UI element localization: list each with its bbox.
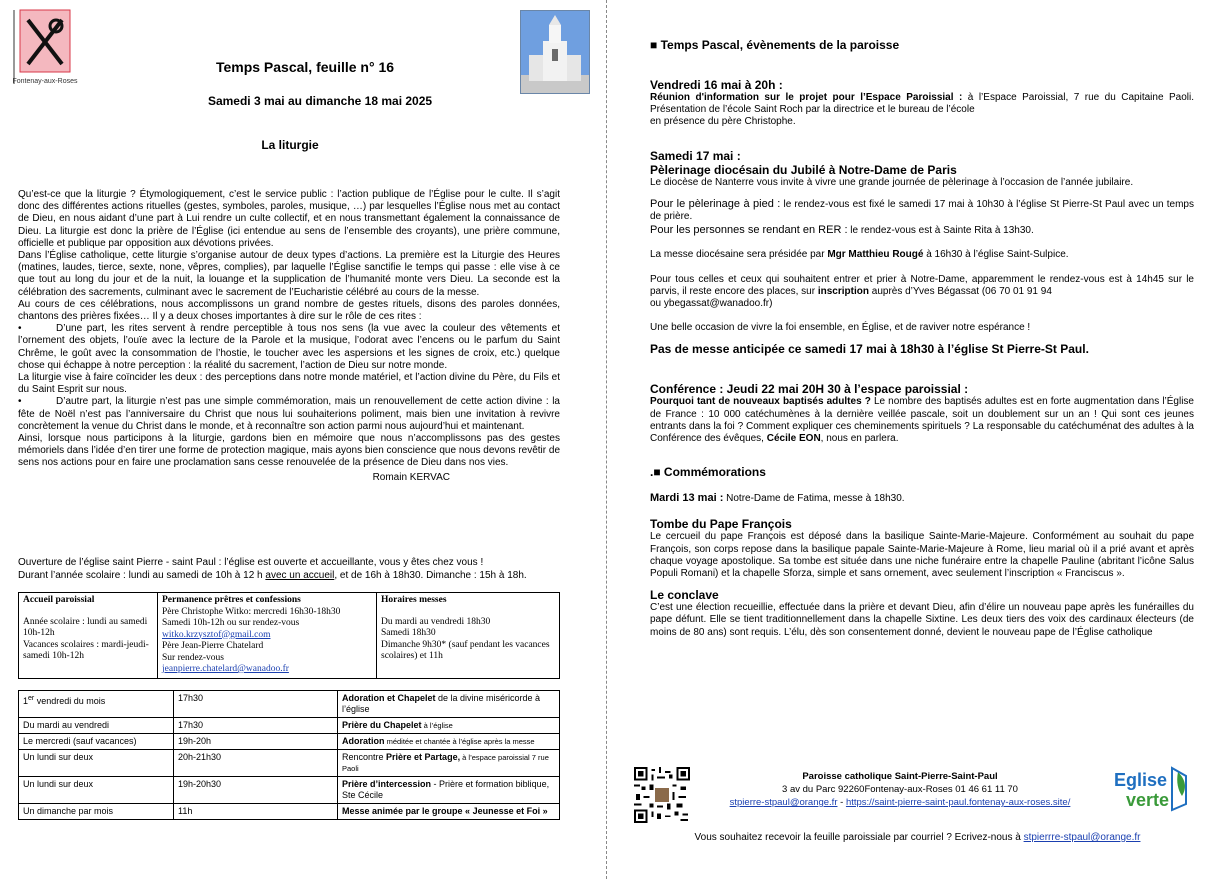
church-photo-icon <box>520 10 590 94</box>
conclave-title: Le conclave <box>650 588 719 603</box>
schedule-when: Un lundi sur deux <box>19 750 174 777</box>
table-row <box>19 804 560 820</box>
accueil-cell <box>19 593 158 679</box>
newsletter-title: Temps Pascal, feuille n° 16 <box>215 59 395 75</box>
liturgie-paragraph: Dans l’Église catholique, cette liturgie s’organise autour de deux types d’actions. La première est la Liturgie des Heures (matines, laudes, tierce, sexte, none, vêpres, complies), par laquelle l’Église sanctifie le temps qui passe : elle vise à ce que tout au long du jour et de la nuit, la louange et la supplication de l’humanité monte vers Dieu. La seconde est la célébration des sacrements, culminant avec le sacrement de l’Eucharistie célébré au cours de la messe. <box>18 250 560 298</box>
column-divider <box>606 0 607 879</box>
article-author: Romain KERVAC <box>372 471 450 483</box>
eglise-logo-word: Eglise <box>1114 770 1168 790</box>
table-row <box>19 777 560 804</box>
opening-accueil: avec un accueil <box>265 569 335 581</box>
permanence-cell: Permanence prêtres et confessions Père Christophe Witko: mercredi 16h30-18h30 Samedi 10h-12h ou sur rendez-vous witko.krzysztof@gmail.com Père Jean-Pierre Chatelard Sur rendez-vous jeanpierre.chatelard@wanadoo.fr <box>158 593 377 679</box>
schedule-when: Un dimanche par mois <box>19 804 174 820</box>
info-table <box>18 592 560 679</box>
table-row <box>19 718 560 734</box>
liturgie-bullet <box>18 323 560 372</box>
schedule-time: 19h-20h <box>174 734 338 750</box>
event-text: Une belle occasion de vivre la foi ensemble, en Église, et de raviver notre espérance ! <box>650 322 1031 334</box>
conclave-text: C’est une élection recueillie, effectuée dans la prière et devant Dieu, afin d’élire un nouveau pape après les funérailles du pape défunt. Elle se tient traditionnellement dans la chapelle Sixtine. Les deux tiers des voix des cardinaux électeurs (de moins de 80 ans) sont requis. L’élu, dès son consentement donné, devient le nouveau pape de l’Église catholique <box>650 602 1194 638</box>
conference-text: Pourquoi tant de nouveaux baptisés adultes ? Le nombre des baptisés adultes est en forte augmentation dans l’Église de France : 10 000 catéchumènes à la dernière veillée pascale, soit un doublement sur un an ! Qui sont ces jeunes entrants dans la foi ? Comment expliquer ces cheminements spirituels ? La responsable du catéchuménat des adultes à la Conférence des évêques, Cécile EON, nous en parlera. <box>650 396 1194 445</box>
schedule-when: Un lundi sur deux <box>19 777 174 804</box>
table-row <box>19 734 560 750</box>
section-title-liturgie: La liturgie <box>261 138 319 152</box>
schedule-what: Prière d’intercession - Prière et formation biblique, Ste Cécile <box>338 777 560 804</box>
liturgie-paragraph: La liturgie vise à faire coïncider les deux : des perceptions dans notre monde matériel, et l’action divine du Père, du Fils et du Saint Esprit sur nous. <box>18 372 560 396</box>
horaires-cell: Horaires messes Du mardi au vendredi 18h30 Samedi 18h30 Dimanche 9h30* (sauf pendant les vacances scolaires) et 11h <box>377 593 560 679</box>
schedule-when: Le mercredi (sauf vacances) <box>19 734 174 750</box>
event-text: Le diocèse de Nanterre vous invite à vivre une grande journée de pèlerinage à l’occasion de l’année jubilaire. <box>650 176 1134 188</box>
horaires-title: Horaires messes <box>381 595 447 605</box>
schedule-what: Adoration et Chapelet de la divine miséricorde à l’église <box>338 691 560 718</box>
event-date: Samedi 17 mai : <box>650 148 741 163</box>
subscribe-email-link[interactable]: stpierrre-stpaul@orange.fr <box>1023 832 1141 843</box>
schedule-what: Adoration méditée et chantée à l’église après la messe <box>338 734 560 750</box>
event-text: Réunion d'information sur le projet pour l’Espace Paroissial : à l’Espace Paroissial, 7 rue du Capitaine Paoli. Présentation de l’école Saint Roch par la directrice et le bureau de l’école <box>650 92 1194 116</box>
bullet-symbol: • <box>18 396 22 408</box>
section-title-commemorations: .■ Commémorations <box>650 465 766 480</box>
event-text: en présence du père Christophe. <box>650 116 796 128</box>
commemoration-line: Mardi 13 mai : Notre-Dame de Fatima, messe à 18h30. <box>650 492 905 505</box>
email-link-witko[interactable]: witko.krzysztof@gmail.com <box>162 629 271 640</box>
parish-logo-icon <box>6 6 78 86</box>
footer <box>630 766 1205 876</box>
eglise-verte-logo-icon <box>1112 766 1192 812</box>
event-text: Pour le pèlerinage à pied : le rendez-vous est fixé le samedi 17 mai à 10h30 à l’église St Pierre-St Paul avec un temps de prière. <box>650 197 1194 223</box>
table-row <box>19 691 560 718</box>
bullet-text: D’autre part, la liturgie n’est pas une simple commémoration, mais un renouvellement de cette action divine : la fête de Noël n’est pas l’anniversaire du Christ que nous lui souhaiterions poliment, mais bien une invitation à revivre concrètement la venue du Christ dans le monde, et à reconnaître son action parmi nous aujourd’hui et maintenant. <box>18 396 560 432</box>
schedule-time: 19h-20h30 <box>174 777 338 804</box>
schedule-what: Rencontre Prière et Partage, à l’espace paroissial 7 rue Paoli <box>338 750 560 777</box>
event-text: La messe diocésaine sera présidée par Mgr Matthieu Rougé à 16h30 à l’église Saint-Sulpice. <box>650 249 1069 261</box>
schedule-when: Du mardi au vendredi <box>19 718 174 734</box>
parish-contact: Paroisse catholique Saint-Pierre-Saint-Paul 3 av du Parc 92260Fontenay-aux-Roses 01 46 61 11 70 stpierre-stpaul@orange.fr - https://saint-pierre-saint-paul.fontenay-aux-roses.site/ <box>700 770 1100 809</box>
bullet-symbol: • <box>18 323 22 335</box>
parish-address: 3 av du Parc 92260Fontenay-aux-Roses 01 46 61 11 70 <box>782 784 1018 795</box>
liturgie-paragraph: Qu’est-ce que la liturgie ? Étymologiquement, c’est le service public : l’action publique de l’Église pour le culte. Il s’agit donc des différentes actions rituelles (gestes, symboles, paroles, musique, …) par lesquelles l’Église nous met au contact de Dieu, en nous aidant d’une part à Lui rendre un culte collectif, et en nous transmettant également la connaissance de Dieu. La liturgie est donc la prière de l’Église (ici entendue au sens de l’ensemble des croyants), une prière commune, officielle et publique par opposition aux dévotions privées. <box>18 189 560 249</box>
accueil-line: Vacances scolaires : mardi-jeudi-samedi 10h-12h <box>23 639 149 661</box>
event-text: ou ybegassat@wanadoo.fr) <box>650 298 773 310</box>
accueil-line: Année scolaire : lundi au samedi 10h-12h <box>23 616 148 638</box>
event-title: Pèlerinage diocésain du Jubilé à Notre-Dame de Paris <box>650 162 957 177</box>
section-title-evenements: ■ Temps Pascal, évènements de la paroisse <box>650 38 900 52</box>
opening-hours-line: Durant l’année scolaire : lundi au samedi de 10h à 12 h avec un accueil, et de 16h à 18h30. Dimanche : 15h à 18h. <box>18 569 527 581</box>
accueil-title: Accueil paroissial <box>23 595 95 605</box>
conference-title: Conférence : Jeudi 22 mai 20H 30 à l’espace paroissial : <box>650 382 969 397</box>
liturgie-article <box>18 189 560 484</box>
qr-code-icon <box>634 766 690 824</box>
liturgie-paragraph: Au cours de ces célébrations, nous accomplissons un grand nombre de gestes rituels, disons des paroles données, chantons des prières fixées… Il y a deux choses importantes à dire sur le rôle de ces rites : <box>18 298 560 323</box>
event-notice: Pas de messe anticipée ce samedi 17 mai à 18h30 à l’église St Pierre-St Paul. <box>650 342 1089 357</box>
right-column <box>650 38 1194 639</box>
schedule-time: 11h <box>174 804 338 820</box>
logo-caption: Fontenay-aux-Roses <box>12 78 78 85</box>
event-date: Vendredi 16 mai à 20h : <box>650 78 783 92</box>
parish-email-link[interactable]: stpierre-stpaul@orange.fr <box>729 797 838 808</box>
opening-line: Ouverture de l’église saint Pierre - saint Paul : l’église est ouverte et accueillante, vous y êtes chez vous ! <box>18 557 484 568</box>
tombe-title: Tombe du Pape François <box>650 517 792 532</box>
table-row <box>19 750 560 777</box>
event-text: Pour les personnes se rendant en RER : le rendez-vous est à Sainte Rita à 13h30. <box>650 224 1034 237</box>
schedule-when: 1er vendredi du mois <box>19 691 174 718</box>
church-opening-info <box>18 557 578 582</box>
parish-name: Paroisse catholique Saint-Pierre-Saint-Paul <box>802 771 998 782</box>
email-link-chatelard[interactable]: jeanpierre.chatelard@wanadoo.fr <box>162 664 289 674</box>
liturgie-paragraph: Ainsi, lorsque nous participons à la liturgie, gardons bien en mémoire que nous n’accomplissons pas des gestes mémoriels dans l’idée d’en tirer une forme de protection magique, mais ayons bien conscience que nous devons revêtir de sens nos actions pour en faire une proclamation sans cesse renouvelée de la présence de Dieu dans nos vies. <box>18 433 560 469</box>
tombe-text: Le cercueil du pape François est déposé dans la basilique Sainte-Marie-Majeure. Conformément au souhait du pape François, son corps repose dans la basilique papale Sainte-Marie-Majeure à Rome, lieu marial où il a prié avant et après chaque voyage apostolique. Sa tombe est située dans une niche funéraire entre la chapelle Pauline (abritant l’icône Salus Populi Romani) et la chapelle Sforza, simple et sans ornement, avec seulement l’inscription « Franciscus ». <box>650 531 1194 580</box>
schedule-what: Messe animée par le groupe « Jeunesse et Foi » <box>338 804 560 820</box>
subscribe-line: Vous souhaitez recevoir la feuille paroissiale par courriel ? Ecrivez-nous à stpierrre-stpaul@orange.fr <box>694 832 1141 843</box>
left-column <box>0 0 606 879</box>
permanence-title: Permanence prêtres et confessions <box>162 595 301 605</box>
liturgie-bullet <box>18 396 560 433</box>
schedule-table <box>18 690 560 820</box>
schedule-what: Prière du Chapelet à l’église <box>338 718 560 734</box>
schedule-time: 17h30 <box>174 718 338 734</box>
schedule-time: 17h30 <box>174 691 338 718</box>
verte-logo-word: verte <box>1126 790 1170 810</box>
newsletter-dates: Samedi 3 mai au dimanche 18 mai 2025 <box>207 94 433 108</box>
bullet-text: D’une part, les rites servent à rendre perceptible à tous nos sens (la vue avec la couleur des vêtements et l’ornement des objets, l’ouïe avec la lecture de la Parole et la musique, l’odorat avec l’encens ou le parfum du Saint Chrême, le goût avec la consommation de l’hostie, le toucher avec les aspersions et les signes de croix, etc.) quelque chose qui échappe à notre perception : la réalité du sacrement, l’action de Dieu sur notre monde. <box>18 323 560 371</box>
event-text: Pour tous celles et ceux qui souhaitent entrer et prier à Notre-Dame, apparemment le rendez-vous est à 14h45 sur le parvis, il reste encore des places, sur inscription auprès d’Yves Bégassat (06 70 01 91 94 <box>650 273 1194 297</box>
parish-website-link[interactable]: https://saint-pierre-saint-paul.fontenay-aux-roses.site/ <box>845 797 1071 808</box>
schedule-time: 20h-21h30 <box>174 750 338 777</box>
